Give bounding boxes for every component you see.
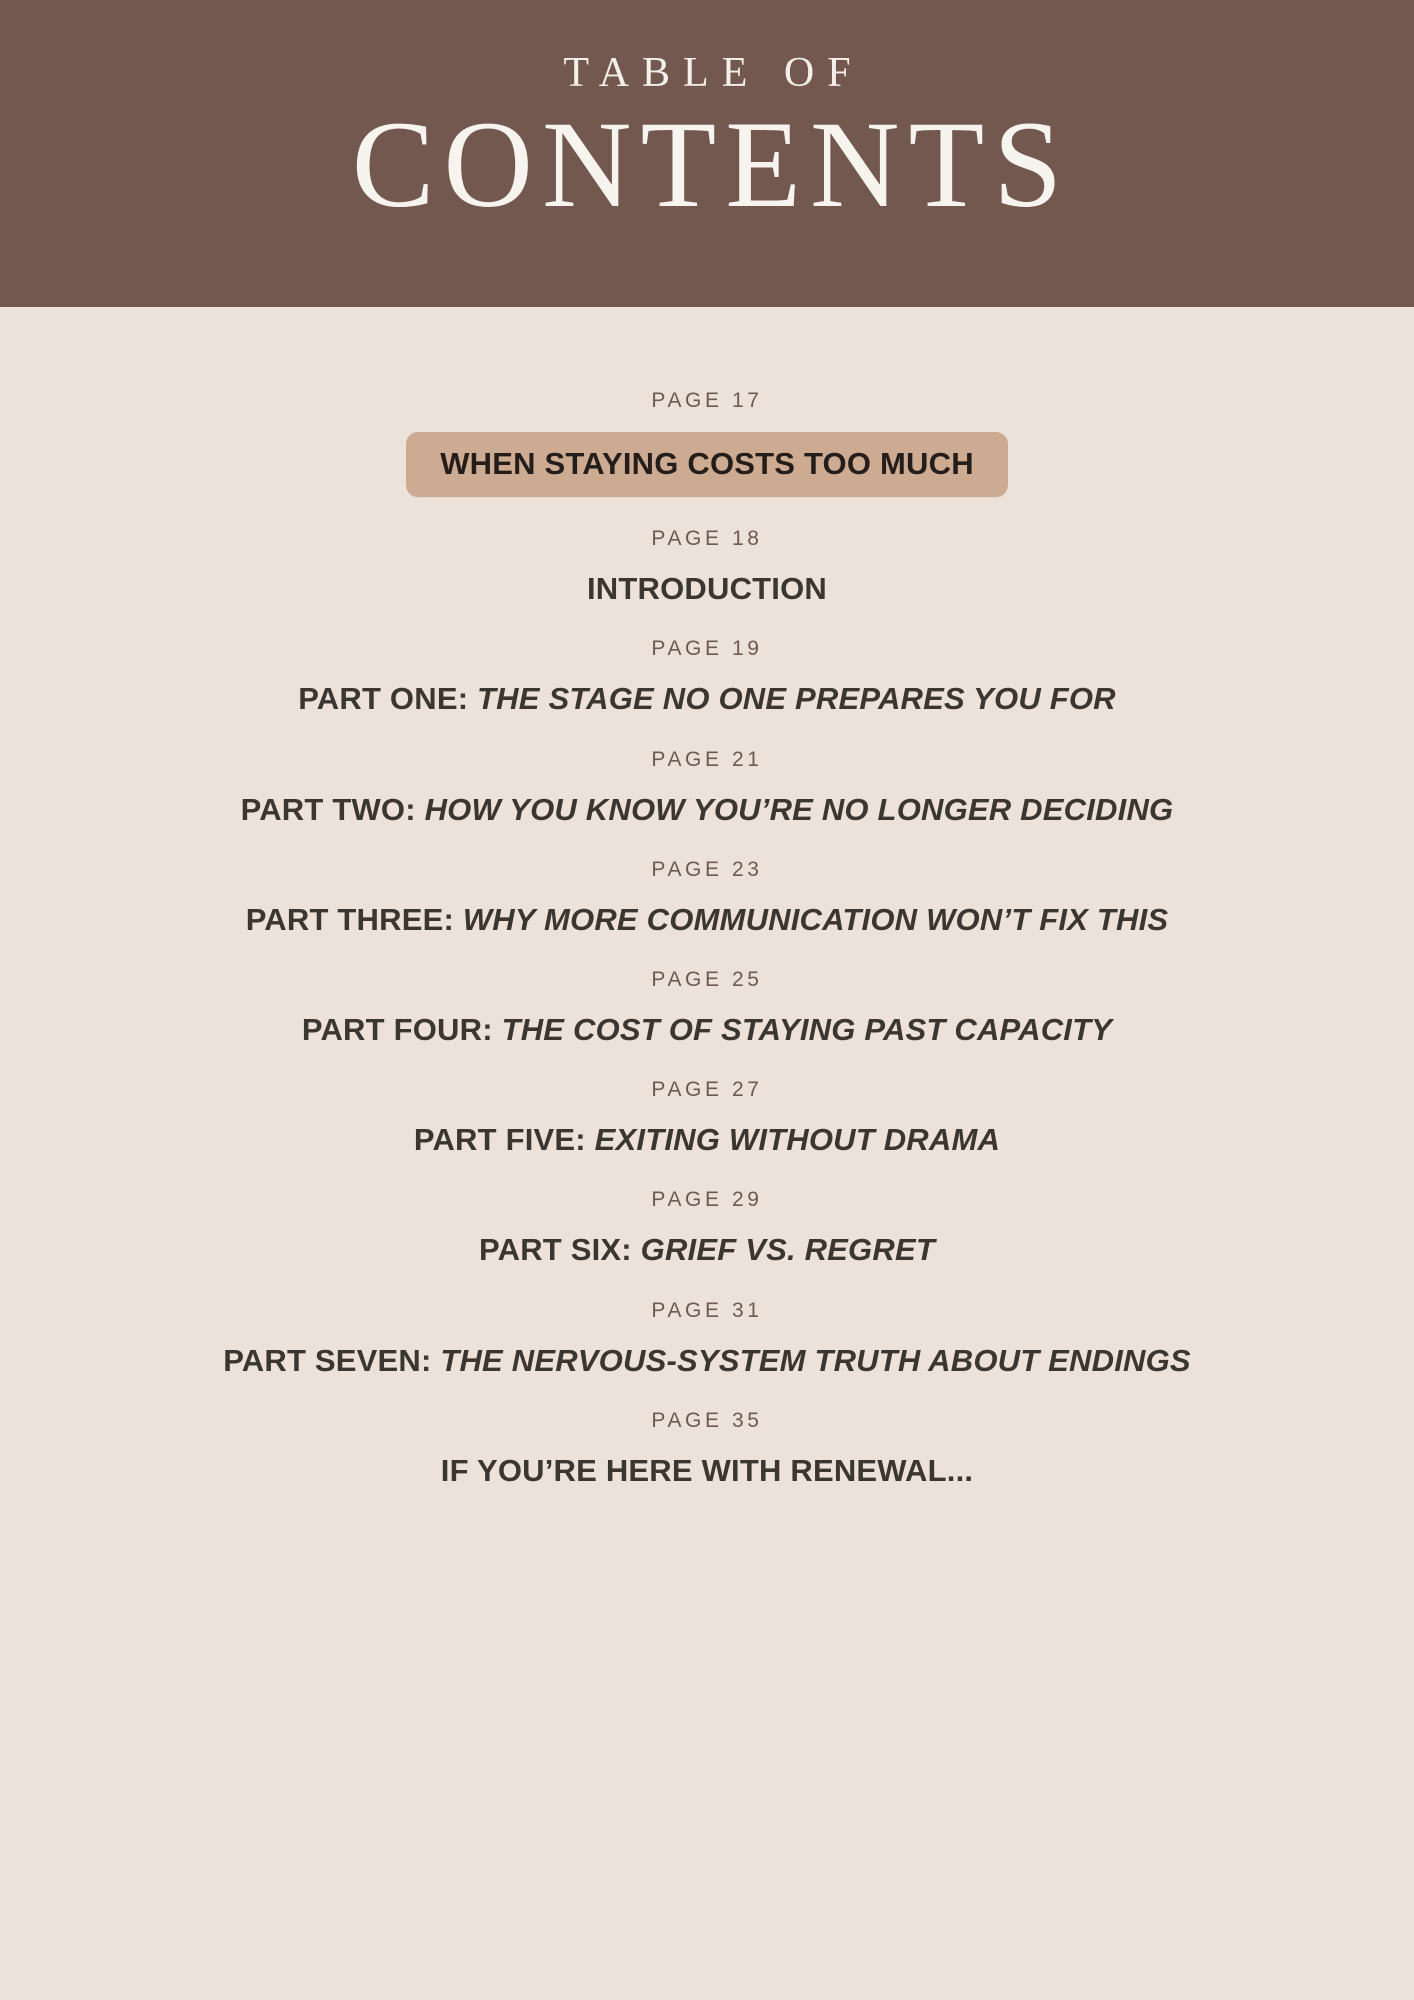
toc-entry-title-subtitle: THE STAGE NO ONE PREPARES YOU FOR bbox=[477, 681, 1116, 717]
toc-entry-title-prefix: INTRODUCTION bbox=[586, 571, 828, 607]
toc-entry-title[interactable] bbox=[414, 1121, 1000, 1158]
page-title: CONTENTS bbox=[351, 96, 1072, 233]
toc-entry bbox=[0, 637, 1414, 717]
toc-entry bbox=[0, 1188, 1414, 1268]
toc-entry-title[interactable] bbox=[298, 680, 1116, 717]
toc-entry bbox=[0, 748, 1414, 828]
toc-entry-title-subtitle: HOW YOU KNOW YOU’RE NO LONGER DECIDING bbox=[424, 791, 1174, 827]
header-eyebrow: TABLE OF bbox=[563, 50, 864, 96]
toc-entry bbox=[0, 1299, 1414, 1379]
toc-entry-title-prefix: PART THREE: bbox=[245, 901, 463, 937]
toc-entry-page-label: PAGE 17 bbox=[651, 389, 763, 412]
toc-entry-page-label: PAGE 27 bbox=[651, 1078, 763, 1102]
toc-entry-title[interactable] bbox=[302, 1011, 1112, 1048]
toc-entry-title-prefix: PART TWO: bbox=[240, 791, 425, 827]
toc-entry-title[interactable] bbox=[223, 1342, 1191, 1379]
toc-entry-title[interactable] bbox=[441, 1452, 973, 1489]
toc-entry-title-highlighted[interactable] bbox=[406, 432, 1008, 497]
toc-entry bbox=[0, 858, 1414, 938]
toc-entry-page-label: PAGE 21 bbox=[651, 747, 763, 771]
toc-entry-title-prefix: WHEN STAYING COSTS TOO MUCH bbox=[440, 446, 974, 481]
toc-entry-title-subtitle: GRIEF VS. REGRET bbox=[640, 1232, 935, 1268]
toc-entry-title-subtitle: THE NERVOUS-SYSTEM TRUTH ABOUT ENDINGS bbox=[440, 1342, 1191, 1378]
toc-entry-page-label: PAGE 18 bbox=[651, 527, 763, 551]
toc-entry-title-subtitle: THE COST OF STAYING PAST CAPACITY bbox=[501, 1011, 1113, 1047]
toc-entry bbox=[0, 389, 1414, 497]
toc-entry bbox=[0, 1078, 1414, 1158]
toc-entry-title-prefix: PART FIVE: bbox=[413, 1122, 595, 1158]
toc-entry-page-label: PAGE 25 bbox=[651, 967, 763, 991]
contents-list bbox=[0, 307, 1414, 1489]
toc-entry-title-subtitle: WHY MORE COMMUNICATION WON’T FIX THIS bbox=[462, 901, 1169, 937]
toc-entry-page-label: PAGE 19 bbox=[651, 637, 763, 661]
toc-entry bbox=[0, 1409, 1414, 1489]
toc-entry-page-label: PAGE 35 bbox=[651, 1408, 763, 1432]
toc-entry-page-label: PAGE 29 bbox=[651, 1188, 763, 1212]
toc-entry-page-label: PAGE 23 bbox=[651, 857, 763, 881]
toc-entry bbox=[0, 968, 1414, 1048]
toc-entry-title-prefix: IF YOU’RE HERE WITH RENEWAL... bbox=[440, 1452, 974, 1488]
toc-entry-title[interactable] bbox=[587, 570, 827, 607]
toc-entry-title-prefix: PART FOUR: bbox=[301, 1011, 502, 1047]
page-header bbox=[0, 0, 1414, 307]
toc-entry-page-label: PAGE 31 bbox=[651, 1298, 763, 1322]
toc-entry-title[interactable] bbox=[241, 791, 1174, 828]
toc-entry-title-prefix: PART SEVEN: bbox=[223, 1342, 441, 1378]
toc-entry-title-subtitle: EXITING WITHOUT DRAMA bbox=[594, 1122, 1001, 1158]
toc-entry-title-prefix: PART SIX: bbox=[479, 1232, 641, 1268]
toc-entry-title[interactable] bbox=[246, 901, 1169, 938]
toc-entry-title-prefix: PART ONE: bbox=[298, 681, 478, 717]
toc-entry-title[interactable] bbox=[479, 1231, 935, 1268]
toc-entry bbox=[0, 527, 1414, 607]
